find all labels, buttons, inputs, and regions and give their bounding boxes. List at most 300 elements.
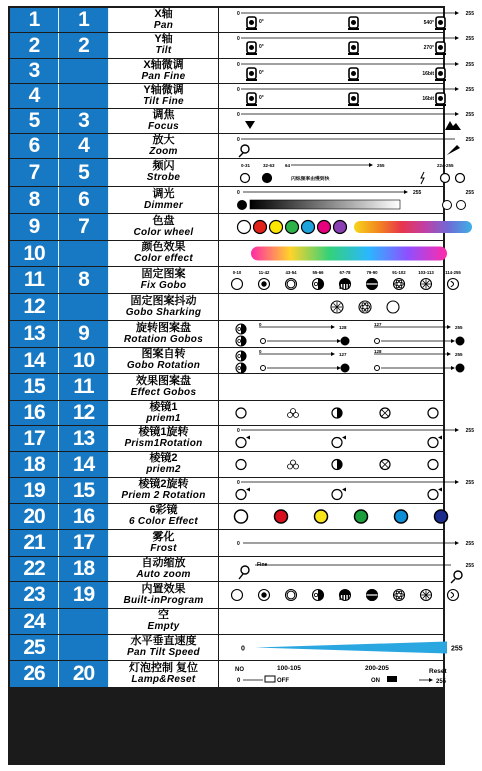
function-name-en: priem1 [146,412,181,424]
channel-row [10,348,463,374]
value-diagram [219,635,463,660]
gobo-icon [396,280,398,282]
gobo-icon [367,306,370,309]
value-label: 127 [339,352,347,357]
zoom-lens-icon [241,566,249,574]
function-name-zh: 旋转图案盘 [136,321,191,334]
arrow-icon [429,678,433,682]
moving-head-icon [246,42,257,55]
moving-head-icon [435,68,446,81]
tilted-head-icon [348,17,359,30]
function-name [109,214,219,240]
function-name-zh: Y轴 [154,33,173,46]
range-end: 255 [465,112,474,118]
channel-number-standard: 2 [59,33,109,58]
color-dot [235,510,248,523]
function-name-zh: 内置效果 [141,582,186,595]
tiltfine-diagram [219,84,482,108]
gobo-icon [395,594,397,596]
gobo-range: 91-102 [392,270,406,275]
arrow-icon [455,62,459,66]
function-name-zh: 棱镜2旋转 [138,478,189,491]
range-end: 255 [465,137,474,143]
function-name [109,504,219,529]
value-label: 0 [237,137,240,143]
dim-dark-icon [238,201,247,210]
value-label: 255 [455,325,463,330]
function-name [109,8,219,32]
speed-fast-icon [341,364,349,372]
gobo-icon [365,309,368,312]
value-diagram [219,59,474,83]
pan-diagram [219,8,482,32]
function-name-zh: 自动缩放 [141,556,186,569]
channel-row [10,83,474,109]
moving-head-icon [246,93,257,106]
value-diagram [219,401,443,425]
open-icon [441,174,450,183]
tilted-head-icon [348,42,359,55]
channel-number-extended: 9 [10,214,59,240]
channel-row [10,556,474,582]
open-icon [241,174,250,183]
rotation-icon [236,490,246,500]
function-name [109,348,219,373]
channel-row [10,214,443,241]
function-name-zh: X轴微调 [143,58,184,71]
gobo-icon [314,593,317,596]
moving-head-icon [246,68,257,81]
function-name [109,294,219,320]
function-name [109,33,219,58]
channel-row [10,108,474,134]
value-label: 255 [413,190,422,196]
color-dot [254,221,267,234]
channel-number-extended: 21 [10,530,59,556]
gobo-icon [399,591,401,593]
channel-number-extended: 19 [10,478,59,503]
rotation-icon [236,438,246,448]
gobo-range: 55-66 [312,270,324,275]
angle-end: 270° [423,45,434,51]
gobo-icon [448,590,459,601]
channel-number-standard: 20 [59,661,109,687]
function-name-zh: 6彩镜 [149,504,178,517]
value-label: 0 [237,541,240,547]
moving-head-icon [435,93,446,106]
beam-narrow-icon [241,145,249,153]
value-diagram [219,241,443,266]
value-label: 128 [374,349,382,354]
speed-diagram [219,635,482,660]
function-name-zh: 水平垂直速度 [130,635,197,648]
function-name-en: Zoom [149,145,178,157]
value-label: 255 [455,352,463,357]
rotation-icon [332,490,342,500]
value-label: 224-255 [437,163,454,168]
arrow-icon [455,541,459,545]
channel-number-extended: 25 [10,635,59,660]
arrow-icon [342,488,346,492]
value-diagram [219,33,474,58]
channel-row [10,635,463,661]
value-label: OFF [277,678,289,684]
open-icon [456,174,465,183]
channel-number-extended: 22 [10,557,59,581]
color-dot [334,221,347,234]
angle-start: 0° [259,44,264,50]
range-end: 255 [465,62,474,68]
channel-row [10,478,474,504]
zoom-lens-icon [454,571,462,579]
value-label: 0 [237,190,240,196]
channel-number-standard [59,59,109,83]
color-dot [435,510,448,523]
channel-number-standard [59,84,109,108]
function-name [109,452,219,477]
goboshake-diagram [219,294,482,320]
channel-row [10,609,443,635]
arrow-icon [246,488,250,492]
value-label: 0 [237,112,240,118]
function-name-en: Strobe [146,172,181,184]
arrow-icon [455,480,459,484]
gobo-icon [232,279,243,290]
function-name [109,374,219,400]
function-name-en: Effect Gobos [130,386,197,398]
arrow-icon [337,339,341,343]
effgobos-diagram [219,374,482,400]
speed-fast-icon [456,364,464,372]
function-name-en: Pan Fine [141,70,186,82]
arrow-icon [337,366,341,370]
rotgobos-diagram [219,321,482,347]
gobo-icon [238,355,241,358]
channel-number-standard: 5 [59,159,109,186]
function-name-en: Rotation Gobos [123,333,204,345]
function-name-en: Priem 2 Rotation [121,490,206,502]
dimmer-diagram [219,187,482,213]
arrow-icon [451,339,455,343]
arrow-icon [342,436,346,440]
prism-facet [294,464,299,469]
function-name [109,661,219,687]
function-name-en: Gobo Rotation [126,360,201,372]
gobo-icon [396,596,398,598]
value-diagram [219,84,474,108]
coloreffect-diagram [219,241,482,266]
value-label: 0 [259,349,262,354]
function-name [109,59,219,83]
gobo-icon [314,282,317,285]
gobo-range: 114-255 [445,270,461,275]
channel-row [10,159,454,187]
function-name-zh: 棱镜1 [149,400,178,413]
function-name-en: Color wheel [133,226,194,238]
function-name [109,426,219,451]
prism-icon [428,460,438,470]
channel-number-extended: 10 [10,241,59,266]
function-name-en: Lamp&Reset [131,673,196,685]
dimmer-gradient [250,200,400,209]
gobo-range: 103-113 [418,270,434,275]
channel-number-extended: 11 [10,267,59,293]
value-label: 255 [436,679,447,685]
channel-number-standard: 16 [59,504,109,529]
function-name-zh: 效果图案盘 [136,374,191,387]
dmx-channel-table [8,6,474,765]
function-name [109,109,219,133]
function-name-en: Empty [147,621,180,633]
function-name-en: Color effect [134,253,193,265]
function-name-en: Built-inProgram [123,594,204,606]
value-label: 128 [339,325,347,330]
color-dot [238,221,251,234]
value-diagram [219,426,474,451]
channel-number-standard: 14 [59,452,109,477]
function-name [109,321,219,347]
rotation-icon [332,438,342,448]
function-name-en: Pan [153,19,174,31]
function-name-en: Focus [148,120,179,132]
channel-number-extended: 12 [10,294,59,320]
color-dot [395,510,408,523]
gobo-icon [362,303,365,306]
range-end: 255 [465,11,474,17]
function-name-zh: 频闪 [152,160,175,173]
value-label: 64 [285,163,291,168]
channel-number-standard: 12 [59,401,109,425]
value-label: NO [235,667,244,673]
function-name-zh: 雾化 [152,530,175,543]
value-diagram [219,109,474,133]
value-label: ON [371,678,380,684]
value-label: 255 [377,163,385,168]
arrow-icon [455,112,459,116]
function-name-zh: 图案自转 [141,348,186,361]
channel-row [10,401,443,426]
channel-number-standard [59,609,109,634]
channel-row [10,452,443,478]
channel-number-standard: 4 [59,134,109,158]
color-dot [318,221,331,234]
function-name-en: Prism1Rotation [124,438,203,450]
value-label: Fine [257,562,268,568]
channel-number-extended: 8 [10,187,59,213]
channel-number-standard: 3 [59,109,109,133]
channel-number-standard [59,635,109,660]
channel-number-standard: 7 [59,214,109,240]
gobo-icon [238,367,241,370]
channel-row [10,661,447,688]
speed-wedge [255,642,447,654]
panfine-diagram [219,59,482,83]
gobo-range: 43-54 [285,270,297,275]
gobo-range: 79-90 [366,270,378,275]
prism-icon [288,409,299,418]
value-label: 0 [237,428,240,434]
channel-number-standard: 6 [59,187,109,213]
channel-row [10,374,443,401]
moving-head-icon [246,17,257,30]
value-label: 0 [241,645,245,653]
function-name-zh: 放大 [152,133,175,146]
channel-number-standard: 19 [59,582,109,608]
tilted-head-icon [348,93,359,106]
channel-number-extended: 14 [10,348,59,373]
tilted-head-icon [348,68,359,81]
range-end: 255 [465,563,474,569]
function-name-en: 6 Color Effect [128,516,199,528]
function-name-zh: 调光 [152,187,175,200]
channel-number-extended: 4 [10,84,59,108]
value-diagram [219,504,443,529]
value-diagram [219,478,474,503]
arrow-icon [447,325,451,329]
dim-open-icon [443,201,452,210]
color-effect-bar [251,247,447,261]
value-diagram [219,8,474,32]
function-name-en: Frost [150,542,177,554]
gobo-icon [396,285,398,287]
channel-number-standard: 15 [59,478,109,503]
strobe-diagram [219,159,482,186]
color-dot [270,221,283,234]
value-diagram [219,530,474,556]
channel-number-standard: 9 [59,321,109,347]
channel-number-standard: 1 [59,8,109,32]
moving-head-icon [435,17,446,30]
value-diagram [219,294,443,320]
value-label: 200-205 [365,665,389,672]
channel-row [10,321,463,348]
moving-head-icon [435,42,446,55]
range-end: 255 [465,480,474,486]
rotation-icon [428,438,438,448]
gobo-icon [387,301,399,313]
prism-facet [294,413,299,418]
value-diagram [219,609,443,634]
range-start: 0 [237,36,240,42]
function-name [109,241,219,266]
scale-line [239,153,243,157]
gobo-icon [232,590,243,601]
function-name-zh: 调焦 [152,108,175,121]
gobo-icon [365,303,368,306]
function-name-zh: 固定图案抖动 [130,294,197,307]
value-diagram [219,134,474,158]
arrow-icon [438,436,442,440]
empty-diagram [219,609,482,634]
channel-row [10,582,443,609]
function-name-en: Dimmer [143,199,184,211]
value-label: Reset [429,668,447,675]
range-end: 255 [465,541,474,547]
angle-end: 16bit [422,71,434,77]
function-name-zh: X轴 [154,7,173,20]
prism-facet [288,413,293,418]
function-name-zh: Y轴微调 [143,83,184,96]
channel-row [10,187,474,214]
function-name [109,582,219,608]
color-dot [286,221,299,234]
prism1rot-diagram [219,426,482,451]
builtin-diagram [219,582,482,608]
function-name [109,609,219,634]
channel-number-extended: 18 [10,452,59,477]
channel-number-standard: 10 [59,348,109,373]
gobo-range: 67-78 [339,270,351,275]
arrow-icon [455,36,459,40]
function-name-en: Gobo Sharking [125,306,202,318]
speed-fast-icon [341,337,349,345]
channel-number-standard: 8 [59,267,109,293]
function-name-en: Fix Gobo [140,279,187,291]
range-end: 255 [465,190,474,196]
range-start: 0 [237,11,240,17]
channel-number-extended: 24 [10,609,59,634]
gobo-icon [399,285,401,287]
gobo-icon [395,283,397,285]
function-name [109,84,219,108]
channel-number-extended: 26 [10,661,59,687]
zoom-diagram [219,134,482,158]
channel-row [10,530,474,557]
channel-row [10,33,474,59]
function-name [109,530,219,556]
arrow-icon [246,436,250,440]
gobo-icon [262,593,266,597]
gobo-range: 0-10 [232,270,242,275]
value-label: 0 [237,678,241,684]
function-name-en: Pan Tilt Speed [127,647,200,659]
sixcolor-diagram [219,504,482,529]
colorwheel-diagram [219,214,482,240]
value-label: 127 [374,322,382,327]
autozoom-diagram [219,557,482,581]
function-name [109,557,219,581]
channel-row [10,426,474,452]
value-diagram [219,452,443,477]
value-diagram [219,321,463,347]
frost-diagram [219,530,482,556]
arrow-icon [404,190,408,194]
channel-row [10,241,443,267]
prism-facet [288,464,293,469]
value-diagram [219,187,474,213]
channel-row [10,7,474,33]
channel-number-extended: 15 [10,374,59,400]
channel-number-standard: 13 [59,426,109,451]
rotation-icon [428,490,438,500]
value-diagram [219,661,447,687]
color-dot [355,510,368,523]
channel-number-extended: 5 [10,109,59,133]
gobo-icon [238,340,241,343]
value-diagram [219,582,443,608]
channel-number-standard: 17 [59,530,109,556]
function-name-zh: 固定图案 [141,267,186,280]
arrow-icon [451,366,455,370]
value-diagram [219,159,454,186]
arrow-icon [331,325,335,329]
channel-row [10,294,443,321]
function-name-zh: 空 [158,609,169,622]
value-diagram [219,557,474,581]
function-name [109,635,219,660]
gobo-icon [287,591,295,599]
channel-number-standard [59,241,109,266]
